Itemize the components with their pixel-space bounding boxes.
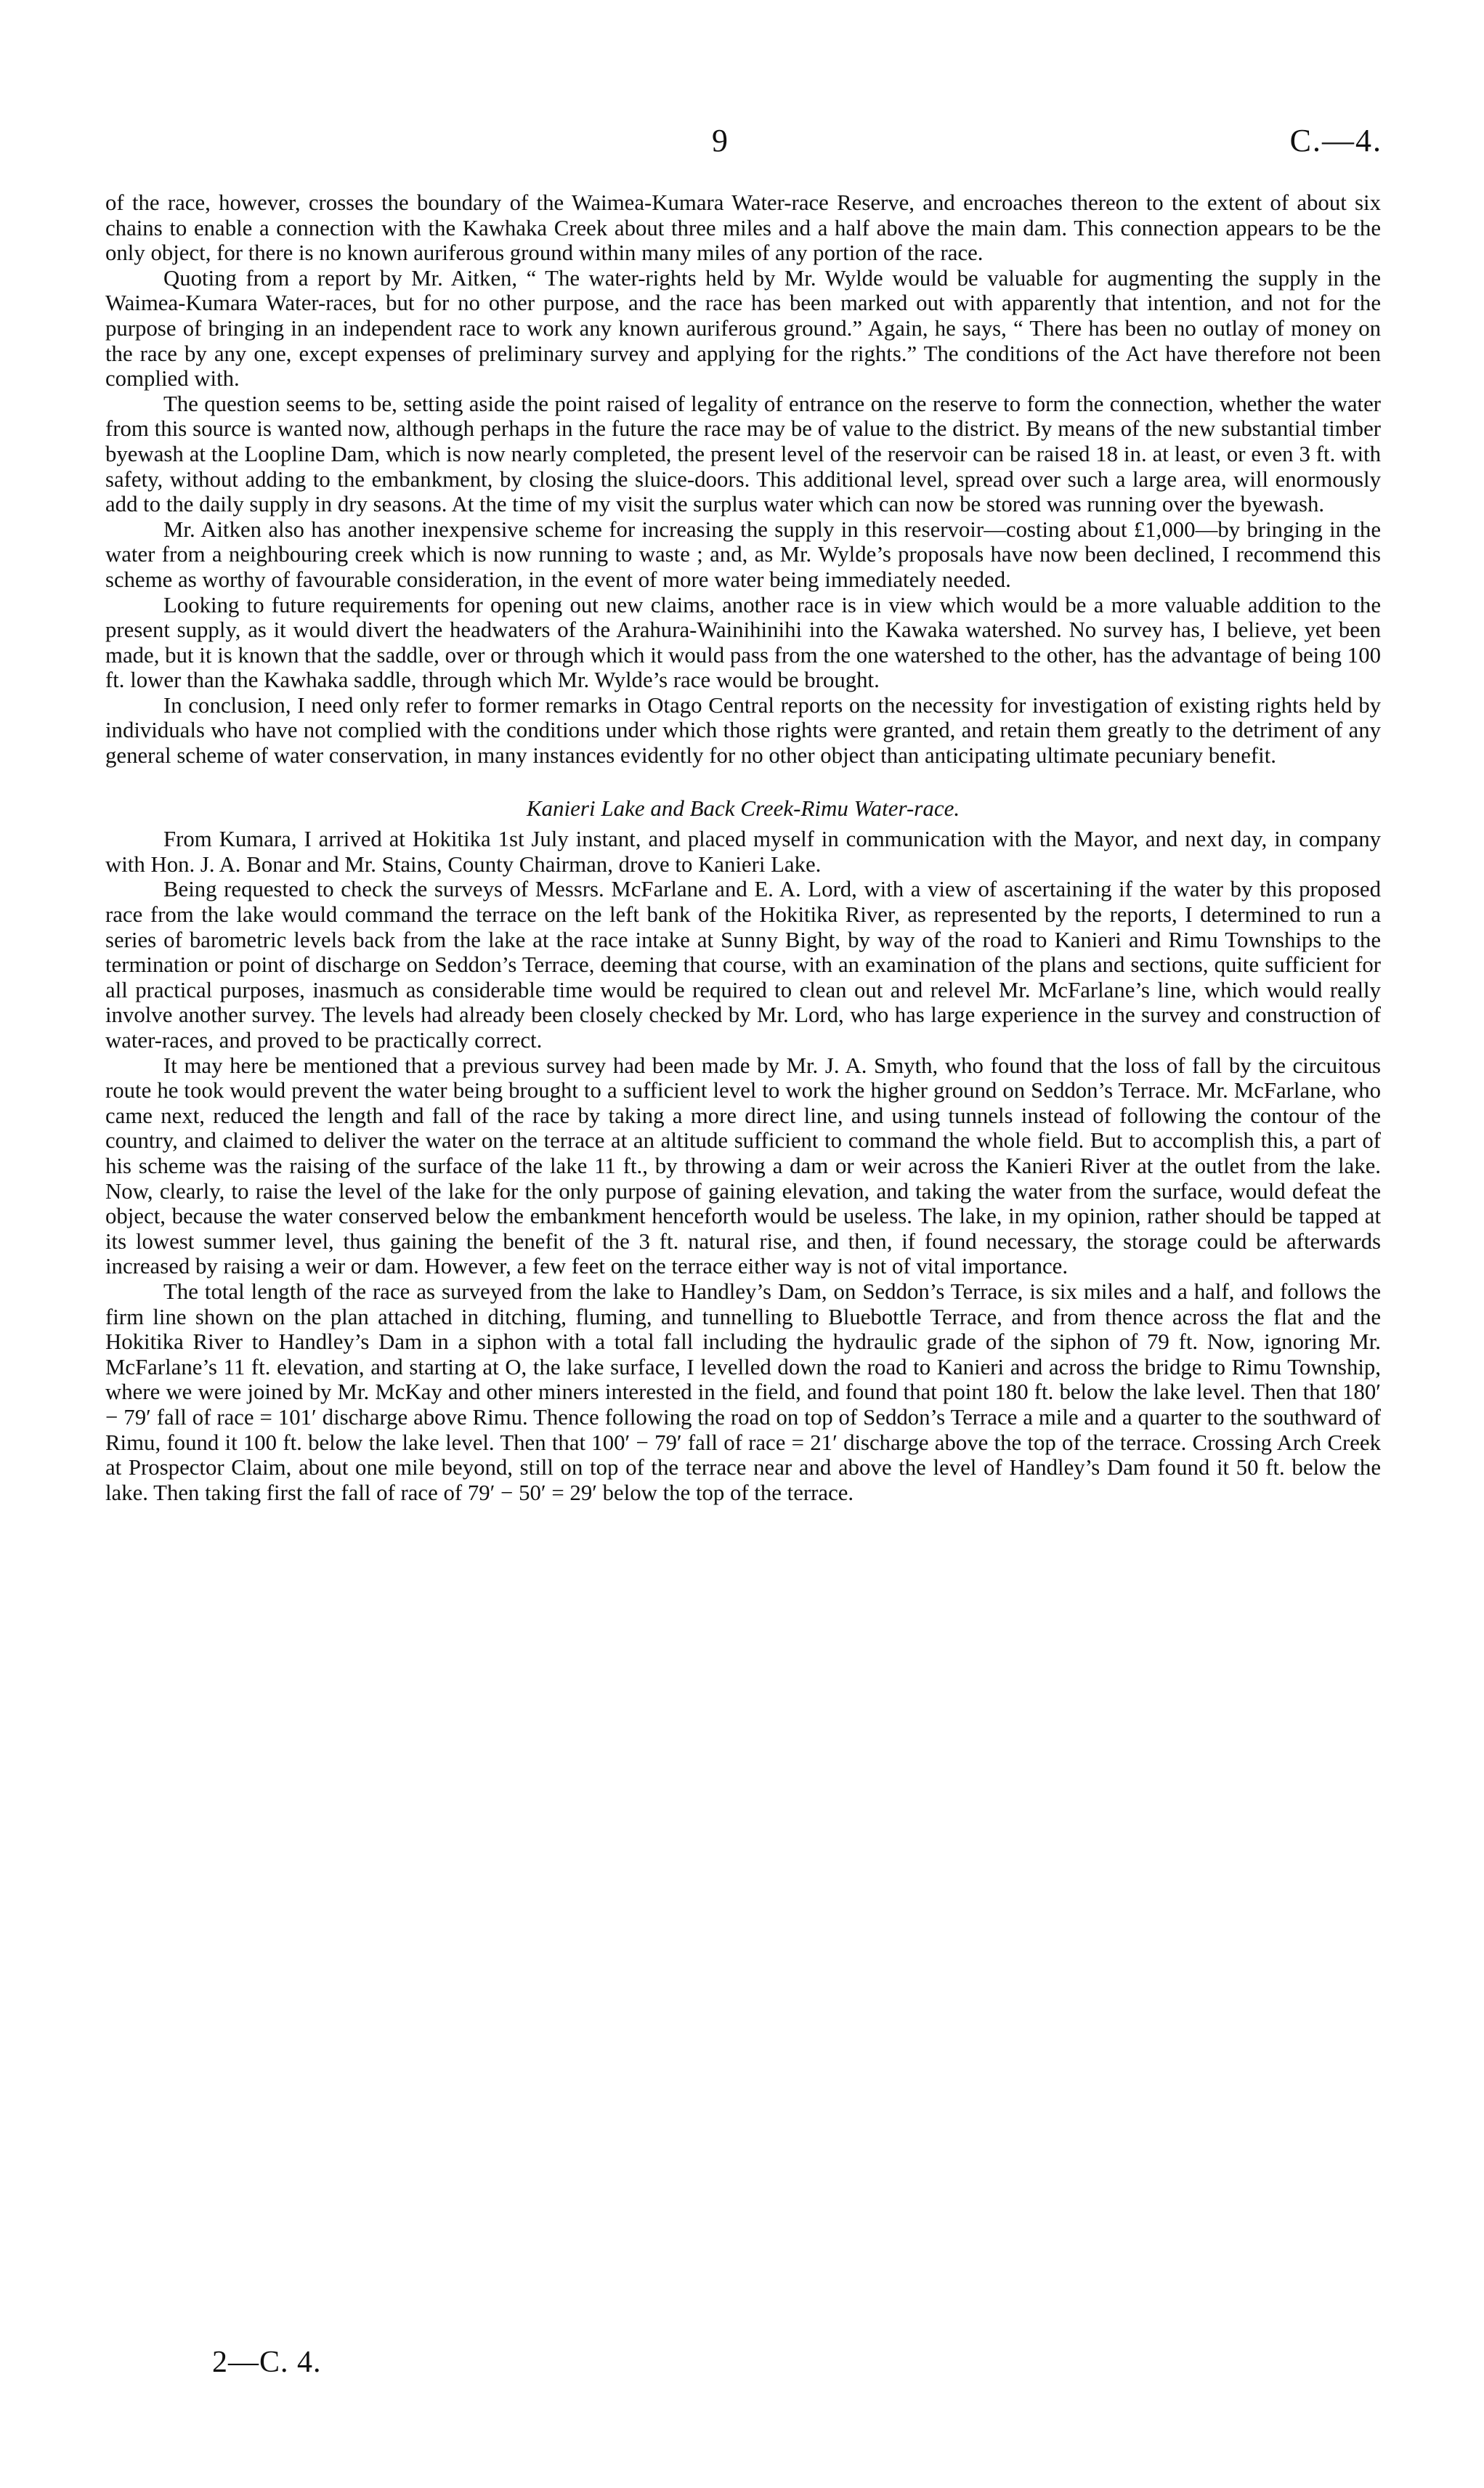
paragraph: It may here be mentioned that a previous survey had been made by Mr. J. A. Smyth, who found that the loss of fall by the circuitous route he took would prevent the water being brought to a sufficient level to work the higher ground on Seddon’s Terrace. Mr. McFarlane, who came next, reduced the length and fall of the race by taking a more direct line, and using tunnels instead of following the contour of the country, and claimed to deliver the water on the terrace at an altitude sufficient to command the whole field. But to accomplish this, a part of his scheme was the raising of the surface of the lake 11 ft., by throwing a dam or weir across the Kanieri River at the outlet from the lake. Now, clearly, to raise the level of the lake for the only purpose of gaining elevation, and taking the water from the surface, would defeat the object, because the water conserved below the embankment henceforth would be useless. The lake, in my opinion, rather should be tapped at its lowest summer level, thus gaining the benefit of the 3 ft. natural rise, and then, if found necessary, the storage could be afterwards increased by raising a weir or dam. However, a few feet on the terrace either way is not of vital importance. xyxy=(105,1053,1381,1279)
paragraph: The total length of the race as surveyed from the lake to Handley’s Dam, on Seddon’s Terrace, is six miles and a half, and follows the firm line shown on the plan attached in ditching, fluming, and tunnelling to Bluebottle Terrace, and from thence across the flat and the Hokitika River to Handley’s Dam in a siphon with a total fall including the hydraulic grade of the siphon of 79 ft. Now, ignoring Mr. McFarlane’s 11 ft. elevation, and starting at O, the lake surface, I levelled down the road to Kanieri and across the bridge to Rimu Township, where we were joined by Mr. McKay and other miners interested in the field, and found that point 180 ft. below the lake level. Then that 180′ − 79′ fall of race = 101′ discharge above Rimu. Thence following the road on top of Seddon’s Terrace a mile and a quarter to the southward of Rimu, found it 100 ft. below the lake level. Then that 100′ − 79′ fall of race = 21′ discharge above the top of the terrace. Crossing Arch Creek at Prospector Claim, about one mile beyond, still on top of the terrace near and above the level of Handley’s Dam found it 50 ft. below the lake. Then taking first the fall of race of 79′ − 50′ = 29′ below the top of the terrace. xyxy=(105,1279,1381,1505)
paragraph: In conclusion, I need only refer to former remarks in Otago Central reports on the necessity for investigation of existing rights held by individuals who have not complied with the conditions under which those rights were granted, and retain them greatly to the detriment of any general scheme of water conservation, in many instances evidently for no other object than anticipating ultimate pecuniary benefit. xyxy=(105,692,1381,769)
paragraph: Looking to future requirements for opening out new claims, another race is in view which would be a more valuable addition to the present supply, as it would divert the headwaters of the Arahura-Wainihinihi into the Kawaka watershed. No survey has, I believe, yet been made, but it is known that the saddle, over or through which it would pass from the one watershed to the other, has the advantage of being 100 ft. lower than the Kawhaka saddle, through which Mr. Wylde’s race would be brought. xyxy=(105,592,1381,693)
paragraph: Mr. Aitken also has another inexpensive scheme for increasing the supply in this reservoir—costing about £1,000—by bringing in the water from a neighbouring creek which is now running to waste ; and, as Mr. Wylde’s proposals have now been declined, I recommend this scheme as worthy of favourable consideration, in the event of more water being immediately needed. xyxy=(105,516,1381,592)
paragraph: The question seems to be, setting aside the point raised of legality of entrance on the reserve to form the connection, whether the water from this source is wanted now, although perhaps in the future the race may be of value to the district. By means of the new substantial timber byewash at the Loopline Dam, which is now nearly completed, the present level of the reservoir can be raised 18 in. at least, or even 3 ft. with safety, without adding to the embankment, by closing the sluice-doors. This additional level, spread over such a large area, will enormously add to the daily supply in dry seasons. At the time of my visit the surplus water which can now be stored was running over the byewash. xyxy=(105,391,1381,517)
document-reference: C.—4. xyxy=(1289,123,1382,158)
page-header xyxy=(102,122,1382,166)
paragraph: Quoting from a report by Mr. Aitken, “ The water-rights held by Mr. Wylde would be valuable for augmenting the supply in the Waimea-Kumara Water-races, but for no other purpose, and the race has been marked out with apparently that intention, and not for the purpose of bringing in an independent race to work any known auriferous ground.” Again, he says, “ There has been no outlay of money on the race by any one, except expenses of preliminary survey and applying for the rights.” The conditions of the Act have therefore not been complied with. xyxy=(105,265,1381,392)
section-heading: Kanieri Lake and Back Creek-Rimu Water-race. xyxy=(526,795,960,821)
page-number: 9 xyxy=(712,123,728,158)
signature-mark: 2—C. 4. xyxy=(212,2346,322,2379)
paragraph: of the race, however, crosses the boundary of the Waimea-Kumara Water-race Reserve, and encroaches thereon to the extent of about six chains to enable a connection with the Kawhaka Creek about three miles and a half above the main dam. This connection appears to be the only object, for there is no known auriferous ground within many miles of any portion of the race. xyxy=(105,190,1381,266)
paragraph: Being requested to check the surveys of Messrs. McFarlane and E. A. Lord, with a view of ascertaining if the water by this proposed race from the lake would command the terrace on the left bank of the Hokitika River, as represented by the reports, I determined to run a series of barometric levels back from the lake at the race intake at Sunny Bight, by way of the road to Kanieri and Rimu Townships to the termination or point of discharge on Seddon’s Terrace, deeming that course, with an examination of the plans and sections, quite sufficient for all practical purposes, inasmuch as considerable time would be required to clean out and relevel Mr. McFarlane’s line, which would really involve another survey. The levels had already been closely checked by Mr. Lord, who has large experience in the survey and construction of water-races, and proved to be practically correct. xyxy=(105,877,1381,1053)
paragraph: From Kumara, I arrived at Hokitika 1st July instant, and placed myself in communication with the Mayor, and next day, in company with Hon. J. A. Bonar and Mr. Stains, County Chairman, drove to Kanieri Lake. xyxy=(105,827,1381,877)
body-text xyxy=(105,190,1381,1505)
